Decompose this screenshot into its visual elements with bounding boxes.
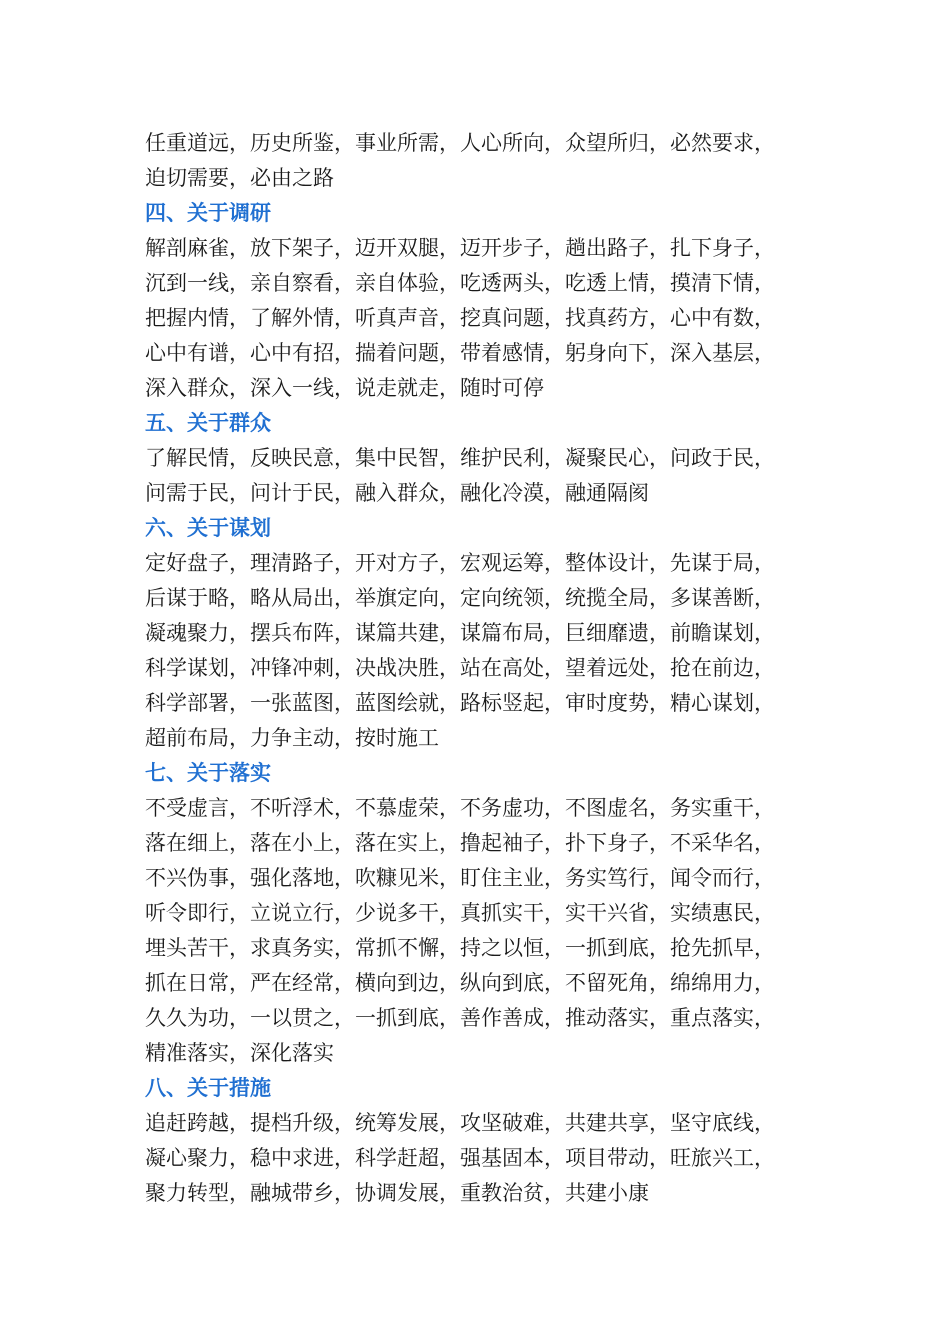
- paragraph-line: 解剖麻雀，放下架子，迈开双腿，迈开步子，趟出路子，扎下身子，: [145, 236, 775, 260]
- paragraph-line: 超前布局，力争主动，按时施工: [145, 726, 439, 750]
- paragraph-line: 定好盘子，理清路子，开对方子，宏观运筹，整体设计，先谋于局，: [145, 551, 775, 575]
- paragraph-line: 凝心聚力，稳中求进，科学赶超，强基固本，项目带动，旺旅兴工，: [145, 1146, 775, 1170]
- section-research: [145, 196, 815, 406]
- section-planning: [145, 511, 815, 756]
- paragraph-line: 落在细上，落在小上，落在实上，撸起袖子，扑下身子，不采华名，: [145, 831, 775, 855]
- paragraph-line: 迫切需要，必由之路: [145, 166, 334, 190]
- paragraph-line: 任重道远，历史所鉴，事业所需，人心所向，众望所归，必然要求，: [145, 131, 775, 155]
- section-heading: 八、关于措施: [145, 1076, 271, 1100]
- paragraph-line: 科学部署，一张蓝图，蓝图绘就，路标竖起，审时度势，精心谋划，: [145, 691, 775, 715]
- section-intro: [145, 126, 815, 196]
- paragraph-line: 不兴伪事，强化落地，吹糠见米，盯住主业，务实笃行，闻令而行，: [145, 866, 775, 890]
- paragraph-line: 沉到一线，亲自察看，亲自体验，吃透两头，吃透上情，摸清下情，: [145, 271, 775, 295]
- paragraph-line: 聚力转型，融城带乡，协调发展，重教治贫，共建小康: [145, 1181, 649, 1205]
- section-implementation: [145, 756, 815, 1071]
- paragraph-line: 深入群众，深入一线，说走就走，随时可停: [145, 376, 544, 400]
- paragraph-line: 不受虚言，不听浮术，不慕虚荣，不务虚功，不图虚名，务实重干，: [145, 796, 775, 820]
- paragraph-line: 科学谋划，冲锋冲刺，决战决胜，站在高处，望着远处，抢在前边，: [145, 656, 775, 680]
- paragraph-line: 把握内情，了解外情，听真声音，挖真问题，找真药方，心中有数，: [145, 306, 775, 330]
- paragraph-line: 久久为功，一以贯之，一抓到底，善作善成，推动落实，重点落实，: [145, 1006, 775, 1030]
- paragraph-line: 了解民情，反映民意，集中民智，维护民利，凝聚民心，问政于民，: [145, 446, 775, 470]
- paragraph-line: 抓在日常，严在经常，横向到边，纵向到底，不留死角，绵绵用力，: [145, 971, 775, 995]
- paragraph-line: 后谋于略，略从局出，举旗定向，定向统领，统揽全局，多谋善断，: [145, 586, 775, 610]
- section-heading: 四、关于调研: [145, 201, 271, 225]
- paragraph-line: 精准落实，深化落实: [145, 1041, 334, 1065]
- section-measures: [145, 1071, 815, 1211]
- section-heading: 五、关于群众: [145, 411, 271, 435]
- paragraph-line: 凝魂聚力，摆兵布阵，谋篇共建，谋篇布局，巨细靡遗，前瞻谋划，: [145, 621, 775, 645]
- paragraph-line: 听令即行，立说立行，少说多干，真抓实干，实干兴省，实绩惠民，: [145, 901, 775, 925]
- section-heading: 七、关于落实: [145, 761, 271, 785]
- document-content: [145, 126, 815, 1211]
- paragraph-line: 追赶跨越，提档升级，统筹发展，攻坚破难，共建共享，坚守底线，: [145, 1111, 775, 1135]
- section-masses: [145, 406, 815, 511]
- paragraph-line: 埋头苦干，求真务实，常抓不懈，持之以恒，一抓到底，抢先抓早，: [145, 936, 775, 960]
- section-heading: 六、关于谋划: [145, 516, 271, 540]
- paragraph-line: 问需于民，问计于民，融入群众，融化冷漠，融通隔阂: [145, 481, 649, 505]
- paragraph-line: 心中有谱，心中有招，揣着问题，带着感情，躬身向下，深入基层，: [145, 341, 775, 365]
